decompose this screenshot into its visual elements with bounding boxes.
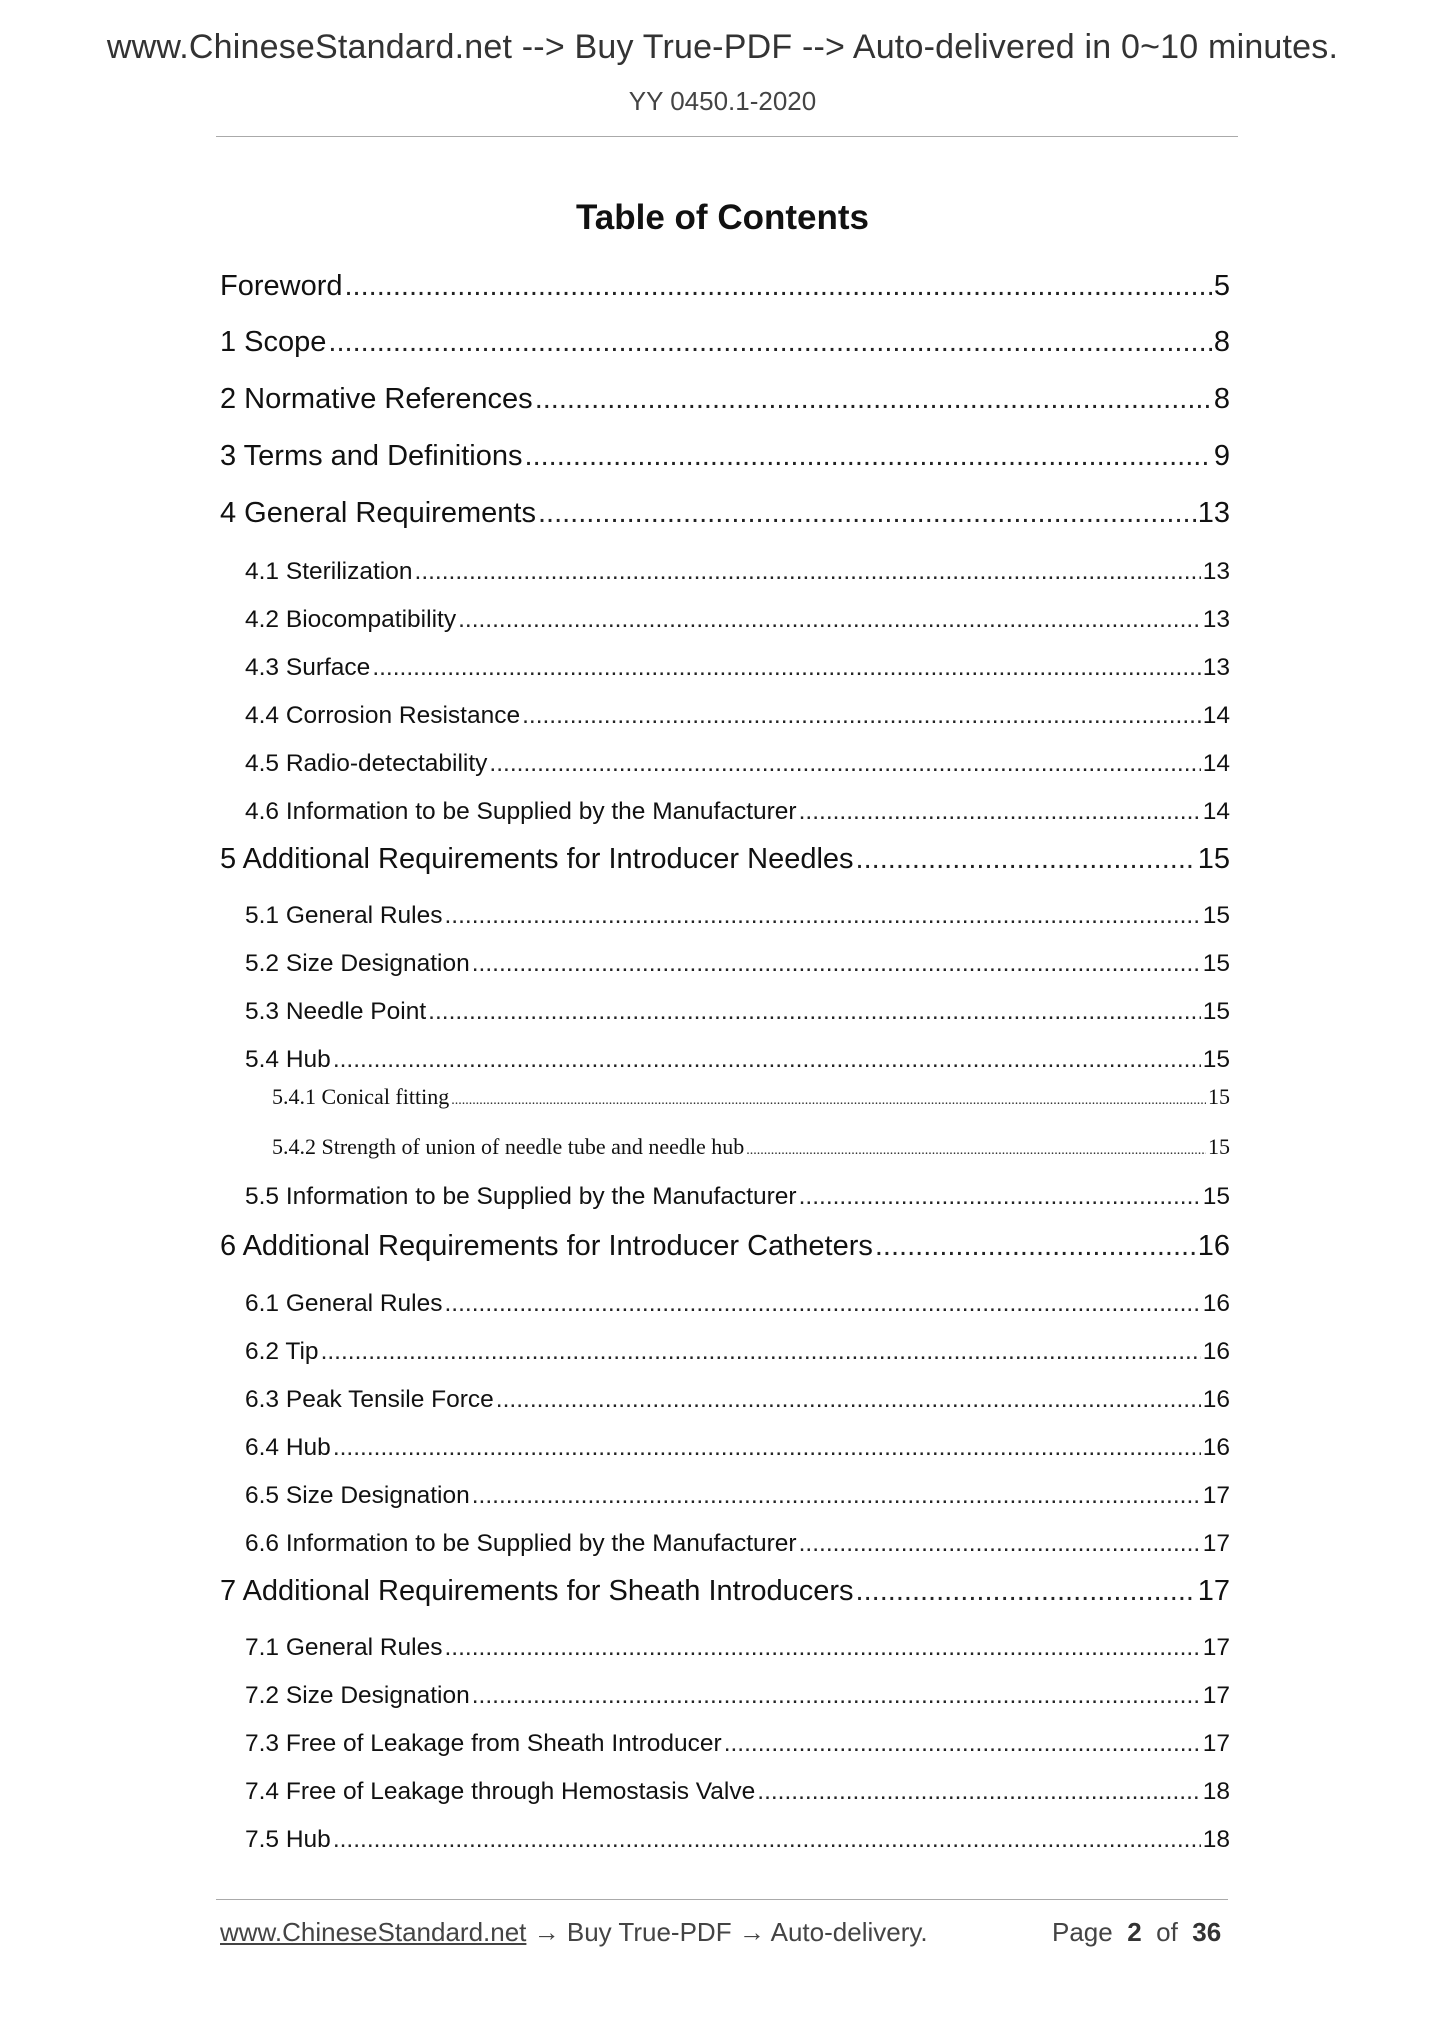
dot-leader (345, 270, 1212, 303)
toc-entry-page: 17 (1202, 1634, 1230, 1661)
dot-leader (724, 1730, 1201, 1758)
toc-entry[interactable] (245, 1434, 1230, 1462)
dot-leader (333, 1046, 1201, 1074)
toc-entry-title: 5.2 Size Designation (245, 950, 470, 977)
dot-leader (535, 383, 1212, 416)
toc-entry[interactable] (245, 902, 1230, 930)
dot-leader (444, 1634, 1200, 1662)
dot-leader (372, 654, 1200, 682)
toc-entry-page: 9 (1213, 440, 1230, 472)
dot-leader (856, 843, 1196, 876)
footer-delivery-text: Auto-delivery. (770, 1917, 928, 1947)
dot-leader (522, 702, 1201, 730)
toc-entry[interactable] (245, 750, 1230, 778)
toc-entry-page: 14 (1202, 702, 1230, 729)
toc-entry-page: 17 (1202, 1530, 1230, 1557)
toc-entry[interactable] (220, 440, 1230, 473)
toc-entry[interactable] (245, 1183, 1230, 1211)
toc-entry-page: 16 (1202, 1338, 1230, 1365)
dot-leader (875, 1230, 1196, 1263)
toc-entry-page: 14 (1202, 798, 1230, 825)
toc-entry-title: 6.5 Size Designation (245, 1482, 470, 1509)
toc-entry-title: 6.3 Peak Tensile Force (245, 1386, 494, 1413)
toc-entry-title: 5.4.2 Strength of union of needle tube and needle hub (272, 1134, 745, 1159)
toc-entry-title: 7 Additional Requirements for Sheath Introducers (220, 1575, 854, 1607)
toc-entry-title: 6.6 Information to be Supplied by the Manufacturer (245, 1530, 797, 1557)
toc-entry[interactable] (245, 702, 1230, 730)
dot-leader (472, 1682, 1201, 1710)
toc-entry[interactable] (245, 1826, 1230, 1854)
toc-entry[interactable] (220, 270, 1230, 303)
dot-leader (451, 1093, 1206, 1109)
toc-entry-title: 5.4.1 Conical fitting (272, 1084, 450, 1109)
toc-entry-title: 5.4 Hub (245, 1046, 331, 1073)
toc-entry-page: 13 (1202, 654, 1230, 681)
arrow-icon: → (738, 1917, 765, 1947)
toc-entry-title: 7.3 Free of Leakage from Sheath Introducer (245, 1730, 722, 1757)
dot-leader (538, 497, 1196, 530)
toc-entry-title: 7.5 Hub (245, 1826, 331, 1853)
toc-entry[interactable] (245, 1530, 1230, 1558)
toc-entry-title: 4.6 Information to be Supplied by the Manufacturer (245, 798, 797, 825)
dot-leader (321, 1338, 1201, 1366)
toc-entry-title: 5.5 Information to be Supplied by the Manufacturer (245, 1183, 797, 1210)
dot-leader (428, 998, 1201, 1026)
dot-leader (757, 1778, 1200, 1806)
page-indicator (1052, 1917, 1221, 1948)
dot-leader (799, 798, 1201, 826)
toc-entry-page: 16 (1202, 1434, 1230, 1461)
toc-entry[interactable] (245, 1046, 1230, 1074)
toc-entry[interactable] (220, 497, 1230, 530)
toc-entry-title: 4.1 Sterilization (245, 558, 413, 585)
toc-entry[interactable] (220, 1230, 1230, 1263)
toc-entry-page: 15 (1202, 998, 1230, 1025)
dot-leader (333, 1434, 1201, 1462)
toc-entry[interactable] (245, 998, 1230, 1026)
footer-buy-text: Buy True-PDF (566, 1917, 732, 1947)
dot-leader (746, 1143, 1206, 1159)
current-page-number: 2 (1127, 1917, 1142, 1947)
toc-entry-title: 6 Additional Requirements for Introducer Catheters (220, 1230, 873, 1262)
toc-entry[interactable] (245, 606, 1230, 634)
page-of-word: of (1156, 1917, 1178, 1947)
toc-entry[interactable] (220, 326, 1230, 359)
dot-leader (333, 1826, 1201, 1854)
toc-entry[interactable] (245, 1634, 1230, 1662)
toc-entry-title: 1 Scope (220, 326, 327, 358)
toc-entry-title: 4.4 Corrosion Resistance (245, 702, 521, 729)
toc-entry-title: 7.1 General Rules (245, 1634, 443, 1661)
top-banner: www.ChineseStandard.net --> Buy True-PDF --> Auto-delivered in 0~10 minutes. (106, 28, 1339, 66)
dot-leader (799, 1183, 1201, 1211)
toc-entry-title: 6.1 General Rules (245, 1290, 443, 1317)
toc-entry-page: 15 (1202, 1183, 1230, 1210)
dot-leader (444, 902, 1200, 930)
dot-leader (525, 440, 1212, 473)
toc-entry-page: 8 (1213, 383, 1230, 415)
page-word: Page (1052, 1917, 1113, 1947)
toc-entry-title: 4 General Requirements (220, 497, 536, 529)
toc-entry-page: 5 (1213, 270, 1230, 302)
toc-entry[interactable] (245, 558, 1230, 586)
toc-entry-page: 15 (1197, 843, 1230, 875)
toc-entry-title: 6.2 Tip (245, 1338, 319, 1365)
toc-entry-page: 15 (1202, 902, 1230, 929)
toc-entry[interactable] (245, 798, 1230, 826)
toc-entry-page: 17 (1197, 1575, 1230, 1607)
toc-entry-title: Foreword (220, 270, 343, 302)
toc-entry-page: 13 (1197, 497, 1230, 529)
total-page-number: 36 (1192, 1917, 1222, 1947)
toc-entry-title: 4.2 Biocompatibility (245, 606, 457, 633)
toc-entry[interactable] (245, 1386, 1230, 1414)
toc-entry-title: 4.3 Surface (245, 654, 371, 681)
toc-entry-page: 13 (1202, 558, 1230, 585)
toc-entry-page: 16 (1197, 1230, 1230, 1262)
toc-entry-title: 5 Additional Requirements for Introducer Needles (220, 843, 854, 875)
toc-entry[interactable] (220, 843, 1230, 876)
toc-entry-title: 3 Terms and Definitions (220, 440, 523, 472)
toc-entry[interactable] (245, 1338, 1230, 1366)
toc-entry-page: 17 (1202, 1730, 1230, 1757)
toc-entry[interactable] (245, 1730, 1230, 1758)
toc-entry[interactable] (245, 654, 1230, 682)
dot-leader (496, 1386, 1201, 1414)
toc-entry-page: 18 (1202, 1826, 1230, 1853)
footer-left (220, 1917, 928, 1948)
dot-leader (328, 326, 1211, 359)
dot-leader (444, 1290, 1200, 1318)
toc-entry[interactable] (245, 1290, 1230, 1318)
toc-entry-title: 4.5 Radio-detectability (245, 750, 488, 777)
toc-entry[interactable] (245, 1778, 1230, 1806)
toc-entry-page: 13 (1202, 606, 1230, 633)
toc-entry-title: 5.3 Needle Point (245, 998, 427, 1025)
toc-entry-title: 7.2 Size Designation (245, 1682, 470, 1709)
dot-leader (458, 606, 1201, 634)
toc-entry-title: 5.1 General Rules (245, 902, 443, 929)
footer-site-link[interactable]: www.ChineseStandard.net (220, 1917, 527, 1947)
arrow-icon: → (533, 1917, 560, 1947)
standard-code: YY 0450.1-2020 (628, 86, 817, 116)
dot-leader (472, 950, 1201, 978)
dot-leader (856, 1575, 1196, 1608)
toc-entry-page: 8 (1213, 326, 1230, 358)
toc-entry[interactable] (245, 1682, 1230, 1710)
toc-entry-page: 16 (1202, 1386, 1230, 1413)
toc-entry-page: 15 (1202, 1046, 1230, 1073)
dot-leader (472, 1482, 1201, 1510)
dot-leader (415, 558, 1201, 586)
toc-entry-page: 16 (1202, 1290, 1230, 1317)
toc-entry-page: 14 (1202, 750, 1230, 777)
footer-divider (216, 1899, 1228, 1900)
toc-entry[interactable] (245, 1482, 1230, 1510)
toc-entry[interactable] (245, 950, 1230, 978)
toc-entry-page: 17 (1202, 1682, 1230, 1709)
toc-entry-page: 15 (1208, 1084, 1230, 1109)
toc-entry-page: 17 (1202, 1482, 1230, 1509)
toc-title: Table of Contents (576, 198, 869, 237)
toc-entry-title: 2 Normative References (220, 383, 533, 415)
dot-leader (799, 1530, 1201, 1558)
toc-entry[interactable] (272, 1134, 1230, 1160)
dot-leader (489, 750, 1200, 778)
toc-entry-page: 18 (1202, 1778, 1230, 1805)
toc-entry[interactable] (220, 1575, 1230, 1608)
toc-entry[interactable] (272, 1084, 1230, 1110)
toc-entry-title: 6.4 Hub (245, 1434, 331, 1461)
toc-entry-title: 7.4 Free of Leakage through Hemostasis Valve (245, 1778, 756, 1805)
toc-entry-page: 15 (1202, 950, 1230, 977)
toc-entry-page: 15 (1208, 1134, 1230, 1159)
toc-entry[interactable] (220, 383, 1230, 416)
